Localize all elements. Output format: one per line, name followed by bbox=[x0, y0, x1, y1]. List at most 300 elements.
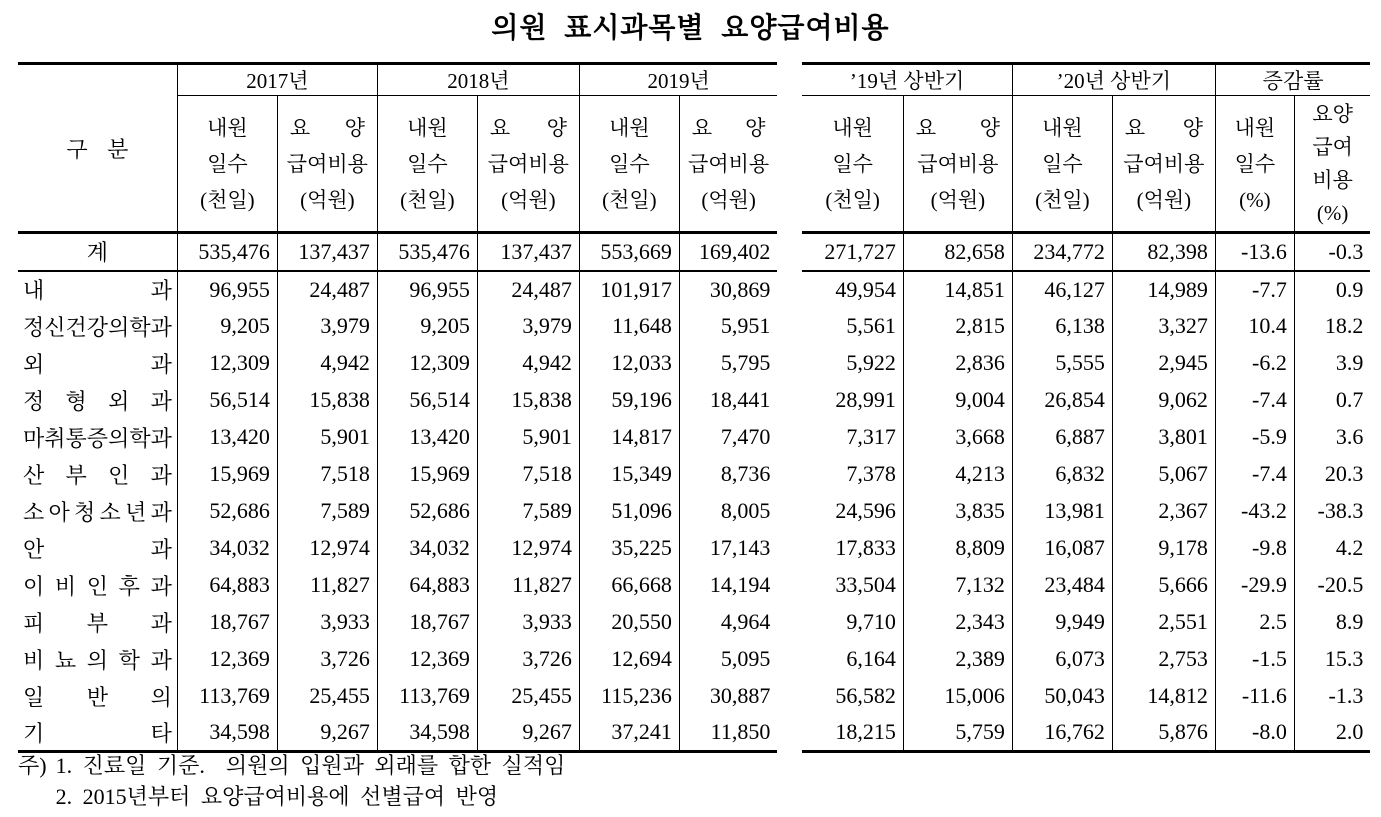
value-cell: 0.9 bbox=[1294, 271, 1370, 308]
value-cell: 18.2 bbox=[1294, 308, 1370, 345]
value-cell: 8,005 bbox=[679, 493, 777, 530]
row-label bbox=[18, 493, 177, 530]
value-cell: 3,801 bbox=[1112, 419, 1215, 456]
value-cell: 3,726 bbox=[477, 641, 579, 678]
value-cell: 5,095 bbox=[679, 641, 777, 678]
table-row bbox=[18, 456, 777, 493]
subheader-line bbox=[478, 110, 579, 146]
table-row bbox=[18, 567, 777, 604]
value-cell: 26,854 bbox=[1012, 382, 1112, 419]
value-cell: 13,420 bbox=[177, 419, 277, 456]
value-cell: 12,369 bbox=[377, 641, 477, 678]
value-cell: 9,205 bbox=[177, 308, 277, 345]
value-cell: 3.6 bbox=[1294, 419, 1370, 456]
column-group-header: 2019년 bbox=[579, 64, 777, 96]
value-cell: 169,402 bbox=[679, 233, 777, 271]
row-label bbox=[18, 567, 177, 604]
row-label-text bbox=[23, 533, 172, 564]
value-cell: 9,178 bbox=[1112, 530, 1215, 567]
row-label-text bbox=[23, 422, 172, 453]
subheader-char: 양 bbox=[745, 115, 766, 140]
value-cell: 0.7 bbox=[1294, 382, 1370, 419]
row-label-text bbox=[23, 459, 172, 490]
footnote-item: 2. 2015년부터 요양급여비용에 선별급여 반영 bbox=[55, 784, 499, 809]
value-cell: 28,991 bbox=[835, 387, 896, 412]
row-label-char: 인 bbox=[108, 462, 130, 488]
row-label bbox=[18, 456, 177, 493]
value-cell: 24,487 bbox=[477, 271, 579, 308]
value-cell: 115,236 bbox=[579, 678, 679, 715]
subheader-line: 급여비용 bbox=[1123, 151, 1205, 176]
value-cell: 52,686 bbox=[377, 493, 477, 530]
value-cell: 2.0 bbox=[1294, 715, 1370, 752]
value-cell: 271,727 bbox=[802, 233, 903, 271]
row-label-char: 과 bbox=[150, 499, 172, 525]
table-row bbox=[18, 382, 777, 419]
value-cell: 3,327 bbox=[1112, 308, 1215, 345]
row-label-char: 증 bbox=[86, 425, 109, 451]
value-cell: 12,033 bbox=[579, 345, 679, 382]
row-label bbox=[18, 604, 177, 641]
value-cell: 2,367 bbox=[1112, 493, 1215, 530]
table-row bbox=[802, 308, 1370, 345]
row-label-char: 과 bbox=[150, 647, 172, 673]
subheader-line: 내원 bbox=[207, 115, 248, 140]
table-row bbox=[18, 604, 777, 641]
value-cell: -7.4 bbox=[1215, 382, 1294, 419]
subheader-line: (억원) bbox=[1136, 187, 1192, 212]
value-cell: 137,437 bbox=[477, 233, 579, 271]
value-cell: 2,753 bbox=[1112, 641, 1215, 678]
row-label-char: 외 bbox=[23, 351, 45, 377]
column-subheader bbox=[477, 96, 579, 233]
row-label-char: 과 bbox=[150, 573, 172, 599]
row-label-char: 반 bbox=[86, 684, 109, 710]
column-subheader bbox=[277, 96, 377, 233]
subheader-line bbox=[1113, 110, 1215, 146]
value-cell: 13,981 bbox=[1012, 493, 1112, 530]
footnotes bbox=[18, 750, 565, 812]
value-cell: 2,343 bbox=[903, 604, 1012, 641]
row-label-char: 이 bbox=[23, 573, 45, 599]
value-cell: 9,205 bbox=[377, 308, 477, 345]
value-cell: 12,309 bbox=[377, 345, 477, 382]
value-cell: 56,582 bbox=[835, 683, 896, 708]
value-cell: 11,827 bbox=[477, 567, 579, 604]
row-label-text bbox=[23, 717, 172, 748]
value-cell: 16,762 bbox=[1012, 715, 1112, 752]
subheader-char: 요 bbox=[289, 115, 311, 140]
table-row bbox=[802, 271, 1370, 308]
value-cell: -13.6 bbox=[1215, 233, 1294, 271]
value-cell: 24,487 bbox=[277, 271, 377, 308]
value-cell: 5,901 bbox=[277, 419, 377, 456]
value-cell: 9,710 bbox=[846, 609, 896, 634]
value-cell: 3,979 bbox=[277, 308, 377, 345]
value-cell: 20,550 bbox=[579, 604, 679, 641]
value-cell: 5,922 bbox=[846, 350, 896, 375]
subheader-char: 요 bbox=[915, 115, 937, 140]
benefit-cost-table bbox=[18, 62, 1370, 753]
value-cell: 4,213 bbox=[903, 456, 1012, 493]
value-cell: 37,241 bbox=[579, 715, 679, 752]
value-cell: 4,942 bbox=[477, 345, 579, 382]
value-cell: 9,004 bbox=[903, 382, 1012, 419]
value-cell: 5,666 bbox=[1112, 567, 1215, 604]
value-cell: 553,669 bbox=[579, 233, 679, 271]
value-cell: 3,835 bbox=[903, 493, 1012, 530]
right-table-halfyear bbox=[802, 62, 1370, 753]
value-cell: 4.2 bbox=[1294, 530, 1370, 567]
row-label-char: 강 bbox=[86, 314, 109, 340]
value-cell: 50,043 bbox=[1012, 678, 1112, 715]
value-cell: 49,954 bbox=[835, 276, 896, 302]
value-cell: 82,398 bbox=[1112, 233, 1215, 271]
value-cell: 11,850 bbox=[679, 715, 777, 752]
table-row bbox=[802, 419, 1370, 456]
value-cell: 234,772 bbox=[1012, 233, 1112, 271]
row-label-char: 인 bbox=[86, 573, 109, 599]
row-label-char: 과 bbox=[150, 314, 172, 340]
row-label-text bbox=[23, 311, 172, 342]
value-cell: 13,420 bbox=[377, 419, 477, 456]
column-subheader bbox=[1294, 96, 1370, 233]
column-subheader bbox=[377, 96, 477, 233]
value-cell: 113,769 bbox=[377, 678, 477, 715]
subheader-line: 급여비용 bbox=[917, 151, 999, 176]
row-label-char: 내 bbox=[23, 278, 45, 303]
row-label bbox=[18, 678, 177, 715]
subheader-char: 양 bbox=[1182, 115, 1203, 140]
value-cell: -9.8 bbox=[1215, 530, 1294, 567]
subheader-line: (억원) bbox=[501, 187, 556, 212]
value-cell: 2.5 bbox=[1215, 604, 1294, 641]
column-group-header: 2018년 bbox=[377, 64, 579, 96]
left-table-annual bbox=[18, 62, 777, 753]
row-label-char: 과 bbox=[150, 425, 172, 451]
row-label-char: 기 bbox=[23, 720, 45, 746]
value-cell: 14,194 bbox=[679, 567, 777, 604]
row-label-text bbox=[23, 496, 172, 527]
subheader-line: 일수 bbox=[609, 151, 650, 176]
value-cell: 30,869 bbox=[679, 271, 777, 308]
value-cell: 30,887 bbox=[679, 678, 777, 715]
table-row bbox=[802, 493, 1370, 530]
value-cell: 15.3 bbox=[1294, 641, 1370, 678]
subheader-line: (천일) bbox=[1035, 187, 1090, 212]
value-cell: 51,096 bbox=[579, 493, 679, 530]
subheader-line bbox=[680, 110, 778, 146]
value-cell: 56,514 bbox=[377, 382, 477, 419]
subheader-char: 요 bbox=[1124, 115, 1146, 140]
value-cell: 6,073 bbox=[1012, 641, 1112, 678]
footnote-item: 1. 진료일 기준. 의원의 입원과 외래를 합한 실적임 bbox=[55, 753, 566, 778]
row-label-char: 피 bbox=[23, 610, 45, 636]
row-label-text bbox=[23, 274, 172, 305]
row-label-char: 부 bbox=[86, 610, 109, 636]
value-cell: -20.5 bbox=[1294, 567, 1370, 604]
value-cell: 15,969 bbox=[377, 456, 477, 493]
value-cell: 11,827 bbox=[277, 567, 377, 604]
subheader-line: (%) bbox=[1316, 200, 1349, 225]
subheader-line: 내원 bbox=[1234, 115, 1276, 140]
subheader-row bbox=[802, 96, 1370, 233]
corner-label: 구 분 bbox=[18, 64, 177, 233]
value-cell: 2,815 bbox=[903, 308, 1012, 345]
row-label-text bbox=[23, 570, 172, 601]
page-title: 의원 표시과목별 요양급여비용 bbox=[491, 12, 890, 43]
table-row bbox=[18, 308, 777, 345]
value-cell: 6,164 bbox=[846, 646, 896, 671]
subheader-line: 요양 bbox=[1312, 101, 1353, 126]
subheader-line: (천일) bbox=[200, 187, 255, 212]
subheader-line: 일수 bbox=[1042, 151, 1083, 176]
value-cell: 18,215 bbox=[835, 719, 896, 745]
value-cell: 64,883 bbox=[377, 567, 477, 604]
subheader-char: 요 bbox=[691, 115, 713, 140]
value-cell: 34,032 bbox=[177, 530, 277, 567]
subheader-char: 양 bbox=[344, 115, 365, 140]
row-label-char: 의 bbox=[108, 314, 130, 340]
value-cell: 7,589 bbox=[477, 493, 579, 530]
subheader-line: 내원 bbox=[832, 115, 873, 140]
row-label-char: 형 bbox=[65, 388, 87, 414]
subheader-line: 급여비용 bbox=[487, 151, 569, 176]
value-cell: 18,441 bbox=[679, 382, 777, 419]
value-cell: 5,759 bbox=[903, 715, 1012, 752]
row-label-char: 년 bbox=[125, 499, 147, 525]
value-cell: 15,969 bbox=[177, 456, 277, 493]
row-label-char: 비 bbox=[54, 573, 77, 599]
subheader-line: (억원) bbox=[930, 187, 986, 212]
value-cell: -38.3 bbox=[1294, 493, 1370, 530]
value-cell: 6,832 bbox=[1012, 456, 1112, 493]
row-label-char: 과 bbox=[150, 278, 172, 303]
row-label-char: 소 bbox=[23, 499, 45, 525]
value-cell: 6,887 bbox=[1012, 419, 1112, 456]
value-cell: 5,795 bbox=[679, 345, 777, 382]
column-subheader bbox=[579, 96, 679, 233]
value-cell: 18,767 bbox=[177, 604, 277, 641]
row-label bbox=[18, 641, 177, 678]
value-cell: 14,812 bbox=[1112, 678, 1215, 715]
row-label bbox=[18, 233, 177, 271]
column-group-header: 2017년 bbox=[177, 64, 377, 96]
column-subheader bbox=[1215, 96, 1294, 233]
value-cell: 3.9 bbox=[1294, 345, 1370, 382]
column-subheader bbox=[1012, 96, 1112, 233]
row-label-text bbox=[23, 348, 172, 379]
value-cell: 15,349 bbox=[579, 456, 679, 493]
value-cell: 3,726 bbox=[277, 641, 377, 678]
subheader-line bbox=[904, 110, 1012, 146]
row-label bbox=[18, 715, 177, 752]
table-row bbox=[18, 641, 777, 678]
column-subheader bbox=[177, 96, 277, 233]
row-label-text bbox=[23, 236, 172, 267]
value-cell: 12,309 bbox=[177, 345, 277, 382]
value-cell: -29.9 bbox=[1215, 567, 1294, 604]
value-cell: 7,589 bbox=[277, 493, 377, 530]
value-cell: 5,555 bbox=[1012, 345, 1112, 382]
value-cell: 7,132 bbox=[903, 567, 1012, 604]
row-label-char: 산 bbox=[23, 462, 45, 488]
row-label-char: 의 bbox=[108, 425, 130, 451]
subheader-line: (%) bbox=[1239, 187, 1271, 212]
value-cell: 14,989 bbox=[1112, 271, 1215, 308]
row-label-char: 외 bbox=[108, 388, 130, 414]
row-label-char: 통 bbox=[65, 425, 87, 451]
table-row bbox=[802, 345, 1370, 382]
subheader-line: 일수 bbox=[207, 151, 248, 176]
row-label bbox=[18, 345, 177, 382]
row-label-char: 신 bbox=[44, 314, 66, 340]
group-header-row bbox=[802, 64, 1370, 96]
subheader-line: 내원 bbox=[1042, 115, 1083, 140]
subheader-char: 요 bbox=[489, 115, 511, 140]
row-label-char: 학 bbox=[118, 647, 140, 673]
value-cell: 15,838 bbox=[477, 382, 579, 419]
value-cell: 8,809 bbox=[903, 530, 1012, 567]
row-label-char: 아 bbox=[48, 499, 70, 525]
subheader-char: 양 bbox=[546, 115, 567, 140]
row-label-char: 정 bbox=[23, 388, 45, 414]
row-label-text bbox=[23, 607, 172, 638]
table-row bbox=[18, 345, 777, 382]
value-cell: 23,484 bbox=[1012, 567, 1112, 604]
row-label-char: 소 bbox=[99, 499, 121, 525]
value-cell: -1.5 bbox=[1215, 641, 1294, 678]
total-row bbox=[18, 233, 777, 271]
value-cell: 113,769 bbox=[177, 678, 277, 715]
subheader-line bbox=[278, 110, 377, 146]
row-label-char: 과 bbox=[150, 536, 172, 562]
value-cell: 25,455 bbox=[277, 678, 377, 715]
value-cell: 82,658 bbox=[903, 233, 1012, 271]
column-subheader bbox=[1112, 96, 1215, 233]
value-cell: 9,267 bbox=[477, 715, 579, 752]
value-cell: 9,267 bbox=[277, 715, 377, 752]
row-label-char: 건 bbox=[65, 314, 87, 340]
row-label-char: 후 bbox=[118, 573, 140, 599]
subheader-line: 내원 bbox=[609, 115, 650, 140]
value-cell: 7,518 bbox=[477, 456, 579, 493]
footnote-prefix: 주) bbox=[18, 753, 47, 778]
row-label-char: 청 bbox=[74, 499, 96, 525]
value-cell: -0.3 bbox=[1294, 233, 1370, 271]
row-label bbox=[18, 308, 177, 345]
value-cell: 137,437 bbox=[277, 233, 377, 271]
value-cell: 3,933 bbox=[477, 604, 579, 641]
row-label-char: 과 bbox=[150, 351, 172, 377]
value-cell: 25,455 bbox=[477, 678, 579, 715]
value-cell: 6,138 bbox=[1012, 308, 1112, 345]
row-label-char: 과 bbox=[150, 462, 172, 488]
value-cell: -43.2 bbox=[1215, 493, 1294, 530]
row-label-char: 과 bbox=[150, 610, 172, 636]
column-subheader bbox=[903, 96, 1012, 233]
subheader-line: (천일) bbox=[602, 187, 657, 212]
row-label-char: 타 bbox=[150, 720, 172, 746]
value-cell: 3,668 bbox=[903, 419, 1012, 456]
subheader-line: (억원) bbox=[300, 187, 355, 212]
row-label bbox=[18, 382, 177, 419]
row-label-char: 안 bbox=[23, 536, 45, 562]
row-label-char: 의 bbox=[86, 647, 109, 673]
subheader-line: 급여비용 bbox=[688, 151, 770, 176]
value-cell: 7,317 bbox=[846, 424, 896, 449]
row-label-char: 뇨 bbox=[54, 647, 77, 673]
table-row bbox=[802, 715, 1370, 752]
value-cell: 12,369 bbox=[177, 641, 277, 678]
value-cell: 11,648 bbox=[579, 308, 679, 345]
table-row bbox=[18, 419, 777, 456]
row-label-text bbox=[23, 681, 172, 712]
value-cell: 52,686 bbox=[177, 493, 277, 530]
table-body bbox=[18, 233, 777, 752]
value-cell: 12,694 bbox=[579, 641, 679, 678]
value-cell: 17,143 bbox=[679, 530, 777, 567]
table-row bbox=[802, 641, 1370, 678]
row-label-text bbox=[23, 644, 172, 675]
value-cell: -7.4 bbox=[1215, 456, 1294, 493]
column-subheader bbox=[679, 96, 777, 233]
value-cell: 2,551 bbox=[1112, 604, 1215, 641]
subheader-line: (천일) bbox=[400, 187, 455, 212]
row-label-char: 계 bbox=[86, 240, 109, 266]
row-label bbox=[18, 530, 177, 567]
value-cell: 15,838 bbox=[277, 382, 377, 419]
value-cell: 18,767 bbox=[377, 604, 477, 641]
row-label-char: 학 bbox=[129, 314, 151, 340]
value-cell: 12,974 bbox=[277, 530, 377, 567]
table-row bbox=[18, 493, 777, 530]
value-cell: 5,876 bbox=[1112, 715, 1215, 752]
table-body bbox=[802, 233, 1370, 752]
table-row bbox=[802, 678, 1370, 715]
value-cell: -11.6 bbox=[1215, 678, 1294, 715]
value-cell: 15,006 bbox=[903, 678, 1012, 715]
value-cell: 46,127 bbox=[1012, 271, 1112, 308]
row-label-char: 과 bbox=[150, 388, 172, 414]
value-cell: 16,087 bbox=[1012, 530, 1112, 567]
value-cell: 34,598 bbox=[177, 715, 277, 752]
row-label-char: 취 bbox=[44, 425, 66, 451]
value-cell: 20.3 bbox=[1294, 456, 1370, 493]
row-label-char: 정 bbox=[23, 314, 45, 340]
table-row bbox=[18, 271, 777, 308]
value-cell: 12,974 bbox=[477, 530, 579, 567]
value-cell: 5,951 bbox=[679, 308, 777, 345]
subheader-line: 일수 bbox=[1234, 151, 1276, 176]
table-row bbox=[802, 382, 1370, 419]
value-cell: 14,817 bbox=[579, 419, 679, 456]
column-group-header: ’19년 상반기 bbox=[802, 64, 1012, 96]
value-cell: 10.4 bbox=[1215, 308, 1294, 345]
value-cell: -6.2 bbox=[1215, 345, 1294, 382]
table-row bbox=[18, 530, 777, 567]
column-subheader bbox=[802, 96, 903, 233]
row-label-char: 비 bbox=[23, 647, 45, 673]
value-cell: 8.9 bbox=[1294, 604, 1370, 641]
value-cell: 535,476 bbox=[177, 233, 277, 271]
value-cell: 34,598 bbox=[377, 715, 477, 752]
row-label bbox=[18, 419, 177, 456]
value-cell: 3,979 bbox=[477, 308, 579, 345]
value-cell: 2,836 bbox=[903, 345, 1012, 382]
table-head bbox=[802, 64, 1370, 233]
table-row bbox=[802, 604, 1370, 641]
